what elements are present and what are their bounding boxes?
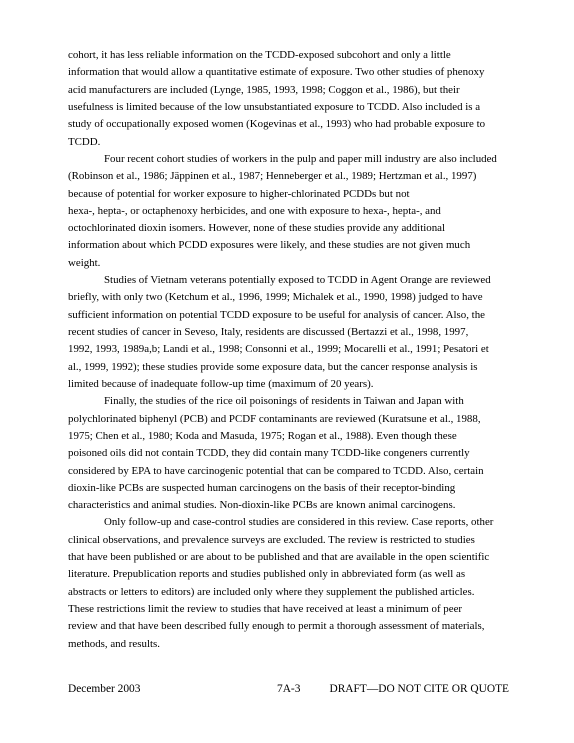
text-line: hexa-, hepta-, or octaphenoxy herbicides, and one with exposure to hexa-, hepta-, and: [68, 204, 441, 217]
paragraph-1: [68, 47, 516, 151]
text-line: cohort, it has less reliable information on the TCDD-exposed subcohort and only a little: [68, 49, 451, 61]
text-line: briefly, with only two (Ketchum et al., 1996, 1999; Michalek et al., 1990, 1998) judged to have: [68, 291, 483, 304]
text-line: information that would allow a quantitative estimate of exposure. Two other studies of phenoxy: [68, 66, 485, 79]
text-line: acid manufacturers are included (Lynge, 1985, 1993, 1998; Coggon et al., 1986), but their: [68, 83, 460, 96]
body-text: [68, 47, 516, 653]
text-line: Finally, the studies of the rice oil poisonings of residents in Taiwan and Japan with: [104, 395, 464, 408]
paragraph-4: [68, 393, 516, 514]
paragraph-3: [68, 272, 516, 393]
text-line: usefulness is limited because of the low unsubstantiated exposure to TCDD. Also included is a: [68, 100, 481, 113]
text-line: Only follow-up and case-control studies are considered in this review. Case reports, other: [104, 516, 494, 529]
text-line: sufficient information on potential TCDD exposure to be useful for analysis of cancer. Also, the: [68, 308, 485, 321]
text-line: that have been published or are about to be published and that are available in the open scientific: [68, 551, 490, 564]
text-line: clinical observations, and prevalence surveys are excluded. The review is restricted to studies: [68, 533, 475, 546]
text-line: study of occupationally exposed women (Kogevinas et al., 1993) who had probable exposure to: [68, 118, 486, 131]
page-footer: [68, 680, 516, 698]
text-line: poisoned oils did not contain TCDD, they did contain many TCDD-like congeners currently: [68, 447, 470, 460]
text-line: These restrictions limit the review to studies that have received at least a minimum of peer: [68, 603, 463, 615]
text-line: dioxin-like PCBs are suspected human carcinogens on the basis of their receptor-binding: [68, 481, 456, 494]
text-line: limited because of inadequate follow-up time (maximum of 20 years).: [68, 377, 374, 390]
text-line: characteristics and animal studies. Non-dioxin-like PCBs are known animal carcinogens.: [68, 499, 456, 512]
paragraph-2: [68, 151, 516, 272]
text-line: octochlorinated dioxin isomers. However, none of these studies provide any additional: [68, 222, 446, 235]
footer-date: December 2003: [68, 683, 141, 695]
footer-page-number: 7A-3: [277, 683, 301, 695]
text-line: TCDD.: [68, 135, 101, 148]
text-line: literature. Prepublication reports and studies published only in abbreviated form (as well as: [68, 568, 466, 581]
text-line: 1992, 1993, 1989a,b; Landi et al., 1998; Consonni et al., 1999; Mocarelli et al., 1991; Pesatori et: [68, 343, 489, 356]
text-line: al., 1999, 1992); these studies provide some exposure data, but the cancer response analysis is: [68, 360, 478, 373]
text-line: information about which PCDD exposures were likely, and these studies are not given much: [68, 239, 471, 252]
text-line: polychlorinated biphenyl (PCB) and PCDF contaminants are reviewed (Kuratsune et al., 1988,: [68, 412, 481, 425]
text-line: methods, and results.: [68, 637, 160, 650]
text-line: considered by EPA to have carcinogenic potential that can be compared to TCDD. Also, certain: [68, 464, 484, 477]
text-line: Four recent cohort studies of workers in the pulp and paper mill industry are also included: [104, 152, 497, 165]
paragraph-5: [68, 514, 516, 653]
text-line: review and that have been described fully enough to permit a thorough assessment of materials,: [68, 620, 485, 633]
text-line: abstracts or letters to editors) are included only where they supplement the published articles.: [68, 585, 475, 598]
text-line: Studies of Vietnam veterans potentially exposed to TCDD in Agent Orange are reviewed: [104, 274, 491, 287]
footer-draft-notice: DRAFT—DO NOT CITE OR QUOTE: [329, 683, 509, 695]
text-line: weight.: [68, 256, 101, 269]
text-line: (Robinson et al., 1986; Jäppinen et al., 1987; Henneberger et al., 1989; Hertzman et al., 1997): [68, 170, 477, 183]
text-line: 1975; Chen et al., 1980; Koda and Masuda, 1975; Rogan et al., 1988). Even though these: [68, 429, 457, 442]
text-line: recent studies of cancer in Seveso, Italy, residents are discussed (Bertazzi et al., 1998, 1997,: [68, 326, 469, 338]
text-line: because of potential for worker exposure to higher-chlorinated PCDDs but not: [68, 187, 410, 200]
